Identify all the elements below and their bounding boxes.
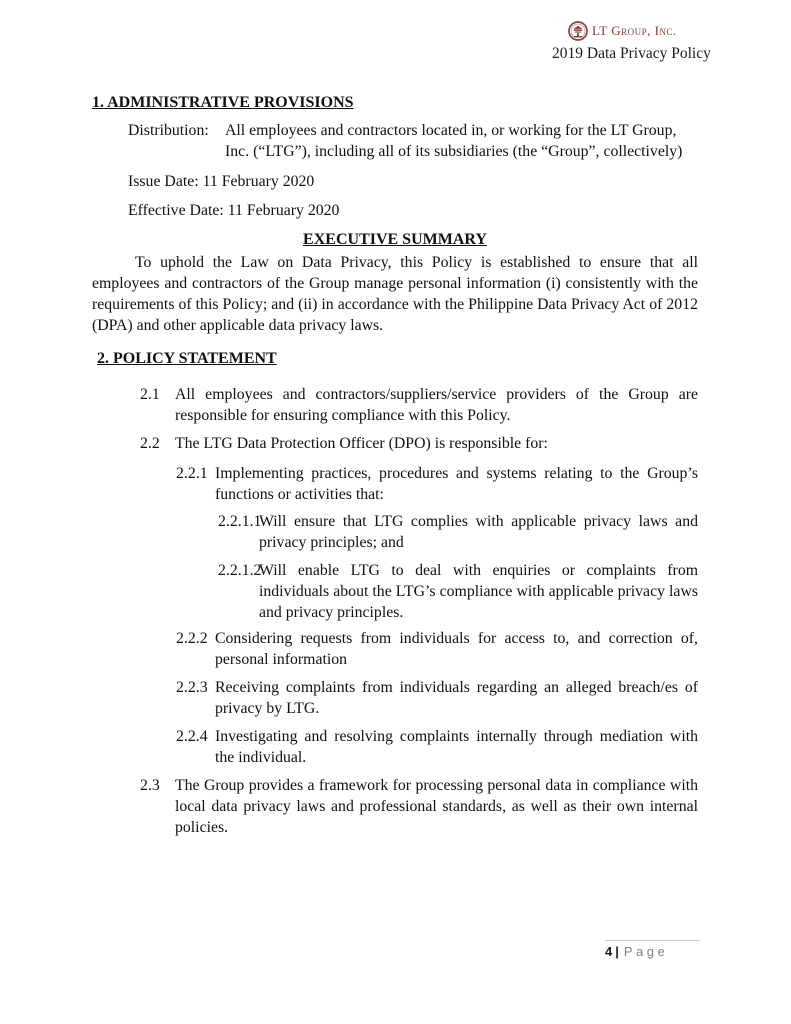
policy-item-2-2-1-2 [218, 560, 698, 623]
page-footer [605, 940, 700, 959]
item-text: Will ensure that LTG complies with applicable privacy laws and privacy principles; and [259, 513, 698, 551]
item-number: 2.2.3 [176, 679, 208, 696]
section-1-heading: 1. ADMINISTRATIVE PROVISIONS [92, 94, 354, 111]
section-2-heading: 2. POLICY STATEMENT [97, 350, 277, 367]
item-text: Investigating and resolving complaints internally through mediation with the individual. [215, 728, 698, 766]
policy-item-2-2-1 [176, 463, 698, 505]
policy-item-2-2-2 [176, 628, 698, 670]
item-text: The LTG Data Protection Officer (DPO) is responsible for: [175, 435, 548, 452]
document-body [92, 0, 698, 845]
item-number: 2.2.4 [176, 728, 208, 745]
page-number: 4 [605, 944, 613, 959]
policy-item-2-2-1-1 [218, 511, 698, 553]
item-text: Receiving complaints from individuals regarding an alleged breach/es of privacy by LTG. [215, 679, 698, 717]
item-text: All employees and contractors/suppliers/service providers of the Group are responsible for ensuring compliance with this Policy. [175, 386, 698, 424]
item-text: Considering requests from individuals for access to, and correction of, personal information [215, 630, 698, 668]
item-number: 2.1 [140, 386, 160, 403]
distribution-label: Distribution: [128, 122, 209, 139]
policy-item-2-1 [140, 384, 698, 426]
item-number: 2.2.1 [176, 465, 208, 482]
document-title: 2019 Data Privacy Policy [552, 45, 711, 62]
footer-separator: | [615, 944, 619, 959]
policy-item-2-2-4 [176, 726, 698, 768]
company-name: LT Group, Inc. [592, 23, 677, 38]
item-number: 2.3 [140, 777, 160, 794]
page-label: Page [623, 944, 669, 959]
item-number: 2.2.1.1 [218, 513, 262, 530]
item-number: 2.2 [140, 435, 160, 452]
distribution-text: All employees and contractors located in, or working for the LT Group, Inc. (“LTG”), including all of its subsidiaries (the “Group”, collectively) [225, 122, 683, 160]
policy-item-2-3 [140, 775, 698, 838]
item-text: The Group provides a framework for processing personal data in compliance with local data privacy laws and professional standards, as well as their own internal policies. [175, 777, 698, 836]
item-text: Implementing practices, procedures and systems relating to the Group’s functions or activities that: [215, 465, 698, 503]
effective-date: Effective Date: 11 February 2020 [128, 202, 340, 219]
item-number: 2.2.2 [176, 630, 208, 647]
executive-summary-heading: EXECUTIVE SUMMARY [303, 231, 487, 248]
item-number: 2.2.1.2 [218, 562, 262, 579]
item-text: Will enable LTG to deal with enquiries or complaints from individuals about the LTG’s compliance with applicable privacy laws and privacy principles. [259, 562, 698, 621]
distribution-row [128, 120, 698, 162]
policy-item-2-2-3 [176, 677, 698, 719]
policy-item-2-2 [140, 433, 698, 454]
issue-date: Issue Date: 11 February 2020 [128, 173, 315, 190]
executive-summary-paragraph: To uphold the Law on Data Privacy, this Policy is established to ensure that all employees and contractors of the Group manage personal information (i) consistently with the requirements of this Policy; and (ii) in accordance with the Philippine Data Privacy Act of 2012 (DPA) and other applicable data privacy laws. [92, 254, 698, 334]
